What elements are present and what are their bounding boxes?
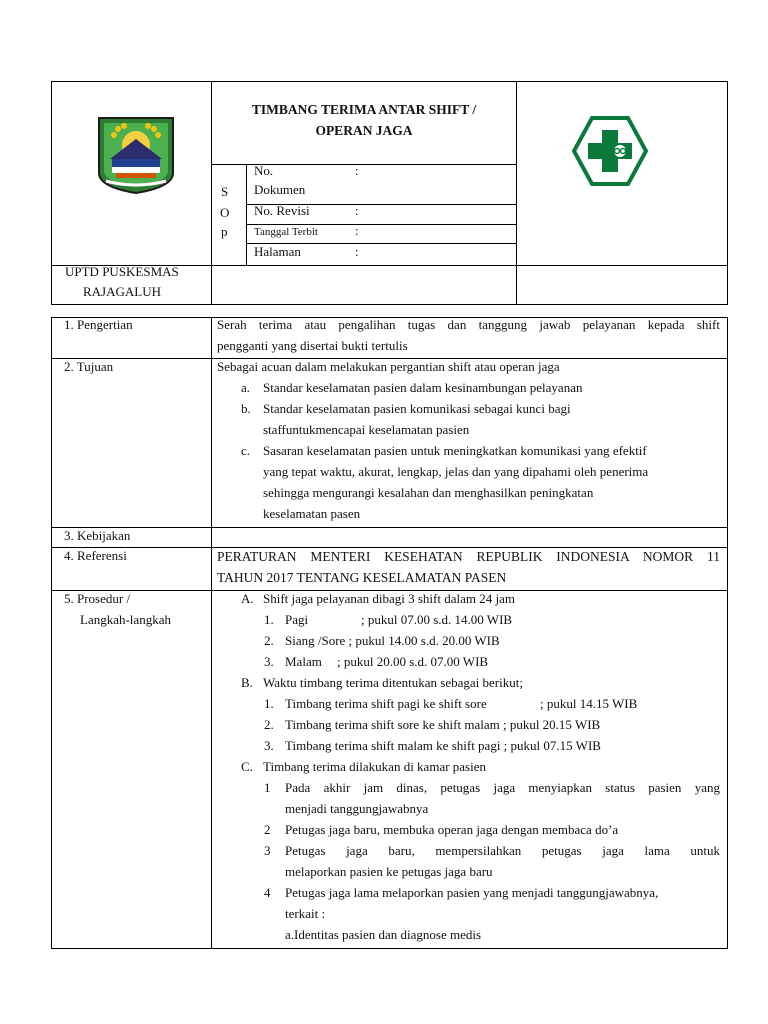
- puskesmas-logo: [572, 116, 648, 186]
- field-no-label: No.: [254, 163, 274, 178]
- org-name-line1: UPTD PUSKESMAS: [65, 264, 179, 279]
- field-revisi-sep: :: [355, 203, 359, 218]
- prosedur-a-item3-name: Malam: [285, 654, 322, 669]
- field-halaman-sep: :: [355, 244, 359, 259]
- prosedur-b-item2-num: 2.: [264, 717, 274, 732]
- doc-title-line1: TIMBANG TERIMA ANTAR SHIFT /: [251, 102, 477, 117]
- pengertian-text-line1: Serah terima atau pengalihan tugas dan tanggung jawab pelayanan kepada shift: [217, 317, 720, 332]
- sop-letter-o: O: [220, 205, 230, 220]
- prosedur-c-item4-line1: Petugas jaga lama melaporkan pasien yang menjadi tanggungjawabnya,: [285, 885, 659, 900]
- prosedur-b-item3-name: Timbang terima shift malam ke shift pagi ; pukul 07.15 WIB: [285, 738, 601, 753]
- field-no-sep: :: [355, 163, 359, 178]
- prosedur-a-item2-num: 2.: [264, 633, 274, 648]
- tujuan-item-c-line4: keselamatan pasen: [263, 506, 361, 521]
- prosedur-c-item4-num: 4: [264, 885, 271, 900]
- prosedur-b-text: Waktu timbang terima ditentukan sebagai berikut;: [263, 675, 523, 690]
- field-tanggal-sep: :: [355, 223, 359, 238]
- prosedur-c-marker: C.: [241, 759, 253, 774]
- field-halaman-label: Halaman: [254, 244, 301, 259]
- tujuan-item-c-line1: Sasaran keselamatan pasien untuk meningkatkan komunikasi yang efektif: [263, 443, 647, 458]
- row-label-prosedur-line1: 5. Prosedur /: [64, 591, 131, 606]
- tujuan-item-c-line3: sehingga mengurangi kesalahan dan menghasilkan peningkatan: [263, 485, 594, 500]
- prosedur-a-item2-name: Siang /Sore ; pukul 14.00 s.d. 20.00 WIB: [285, 633, 500, 648]
- field-dokumen-label: Dokumen: [254, 182, 306, 197]
- prosedur-c-item1-num: 1: [264, 780, 271, 795]
- field-tanggal-label: Tanggal Terbit: [254, 226, 318, 238]
- row-label-referensi: 4. Referensi: [64, 548, 127, 563]
- tujuan-item-a-marker: a.: [241, 380, 251, 395]
- tujuan-item-b-marker: b.: [241, 401, 251, 416]
- row-label-prosedur-line2: Langkah-langkah: [80, 612, 171, 627]
- prosedur-c-sub-a: a.Identitas pasien dan diagnose medis: [285, 927, 482, 942]
- prosedur-b-item3-num: 3.: [264, 738, 274, 753]
- row-label-tujuan: 2. Tujuan: [64, 359, 114, 374]
- tujuan-item-a-line1: Standar keselamatan pasien dalam kesinambungan pelayanan: [263, 380, 583, 395]
- prosedur-c-item3-line2: melaporkan pasien ke petugas jaga baru: [285, 864, 493, 879]
- prosedur-a-item1-time: ; pukul 07.00 s.d. 14.00 WIB: [361, 612, 513, 627]
- doc-title-line2: OPERAN JAGA: [315, 123, 413, 138]
- tujuan-item-b-line1: Standar keselamatan pasien komunikasi sebagai kunci bagi: [263, 401, 571, 416]
- row-label-kebijakan: 3. Kebijakan: [64, 528, 131, 543]
- row-label-pengertian: 1. Pengertian: [64, 317, 133, 332]
- referensi-line1: PERATURAN MENTERI KESEHATAN REPUBLIK INDONESIA NOMOR 11: [217, 549, 720, 564]
- prosedur-b-item2-name: Timbang terima shift sore ke shift malam ; pukul 20.15 WIB: [285, 717, 601, 732]
- prosedur-a-item1-num: 1.: [264, 612, 274, 627]
- prosedur-a-item3-num: 3.: [264, 654, 274, 669]
- tujuan-item-c-marker: c.: [241, 443, 251, 458]
- prosedur-a-marker: A.: [241, 591, 254, 606]
- prosedur-a-item3-time: ; pukul 20.00 s.d. 07.00 WIB: [337, 654, 489, 669]
- prosedur-a-text: Shift jaga pelayanan dibagi 3 shift dalam 24 jam: [263, 591, 515, 606]
- prosedur-b-item1-name: Timbang terima shift pagi ke shift sore: [285, 696, 487, 711]
- referensi-line2: TAHUN 2017 TENTANG KESELAMATAN PASEN: [217, 570, 507, 585]
- prosedur-c-item3-line1: Petugas jaga baru, mempersilahkan petugas jaga lama untuk: [285, 843, 720, 858]
- prosedur-c-item2-num: 2: [264, 822, 271, 837]
- prosedur-c-item2-line1: Petugas jaga baru, membuka operan jaga dengan membaca do’a: [285, 822, 619, 837]
- prosedur-c-item1-line2: menjadi tanggungjawabnya: [285, 801, 429, 816]
- sop-letter-s: S: [221, 184, 229, 199]
- prosedur-b-item1-time: ; pukul 14.15 WIB: [540, 696, 638, 711]
- prosedur-c-item1-line1: Pada akhir jam dinas, petugas jaga menyiapkan status pasien yang: [285, 780, 720, 795]
- tujuan-item-c-line2: yang tepat waktu, akurat, lengkap, jelas dan yang dipahami oleh penerima: [263, 464, 649, 479]
- pengertian-text-line2: pengganti yang disertai bukti tertulis: [217, 338, 408, 353]
- prosedur-c-item3-num: 3: [264, 843, 271, 858]
- sop-letter-p: p: [221, 224, 228, 239]
- regency-coat-of-arms-logo: [96, 115, 176, 195]
- prosedur-b-marker: B.: [241, 675, 253, 690]
- org-name-line2: RAJAGALUH: [83, 284, 161, 299]
- prosedur-c-text: Timbang terima dilakukan di kamar pasien: [263, 759, 486, 774]
- prosedur-b-item1-num: 1.: [264, 696, 274, 711]
- tujuan-item-b-line2: staffuntukmencapai keselamatan pasien: [263, 422, 470, 437]
- tujuan-intro: Sebagai acuan dalam melakukan pergantian shift atau operan jaga: [217, 359, 560, 374]
- prosedur-c-item4-line2: terkait :: [285, 906, 326, 921]
- prosedur-a-item1-name: Pagi: [285, 612, 309, 627]
- field-revisi-label: No. Revisi: [254, 203, 310, 218]
